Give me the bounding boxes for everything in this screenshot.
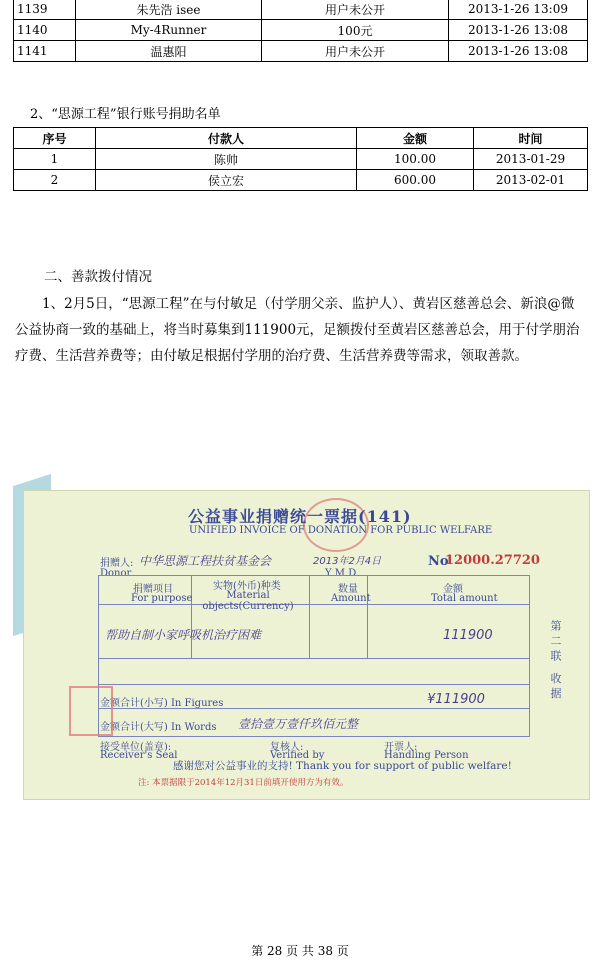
table-row: [14, 0, 588, 20]
col-quantity-en: Amount: [331, 593, 371, 604]
grid-line: [191, 576, 192, 658]
receipt-note: 注: 本票据限于2014年12月31日前填开使用方为有效。: [138, 778, 349, 788]
verified-en: Verified by: [270, 750, 325, 761]
receipt-copy-label: 第二联 收据: [549, 620, 562, 703]
row-amount: 用户未公开: [262, 41, 449, 62]
table-row: [14, 41, 588, 62]
header-payer: 付款人: [96, 128, 357, 149]
donor-value: 中华思源工程扶贫基金会: [139, 554, 272, 568]
handler-en: Handling Person: [384, 750, 469, 761]
grid-line: [99, 684, 529, 685]
header-amount: 金额: [357, 128, 474, 149]
receipt-thanks: 感谢您对公益事业的支持! Thank you for support of public welfare!: [173, 760, 512, 772]
donor-table-continued: [13, 0, 588, 62]
table-row: [14, 170, 588, 191]
receiver-seal-en: Receiver's Seal: [100, 750, 178, 761]
receipt-number: 12000.27720: [445, 553, 540, 568]
receipt-title: 公益事业捐赠统一票据(141): [188, 507, 412, 526]
col-amount: 金额: [443, 584, 463, 595]
disbursement-paragraph: 1、2月5日，“思源工程”在与付敏足（付学朋父亲、监护人）、黄岩区慈善总会、新浪@微公益协商一致的基础上，将当时募集到111900元，足额拨付至黄岩区慈善总会，用于付学朋治疗费、生活营养费等；由付敏足根据付学朋的治疗费、生活营养费等需求，领取善款。: [15, 296, 580, 364]
receiver-seal-label: 接受单位(盖章):: [100, 742, 172, 753]
row-time: 2013-1-26 13:08: [449, 41, 588, 62]
row-time: 2013-1-26 13:08: [449, 20, 588, 41]
verified-label: 复核人:: [270, 742, 304, 753]
row-no: 1140: [14, 20, 76, 41]
table-row: [14, 20, 588, 41]
col-amount-en: Total amount: [431, 593, 498, 604]
col-purpose: 捐赠项目: [133, 584, 173, 595]
row-name: My-4Runner: [76, 20, 262, 41]
row-amount: 100元: [262, 20, 449, 41]
donor-label: 捐赠人:: [100, 558, 134, 569]
header-no: 序号: [14, 128, 96, 149]
total-words-value: 壹拾壹万壹仟玖佰元整: [238, 717, 359, 731]
total-figures-value: ¥111900: [427, 692, 485, 707]
col-material-en: Material objects(Currency): [202, 590, 294, 612]
row-payer: 侯立宏: [96, 170, 357, 191]
row-amount: 100.00: [357, 149, 474, 170]
row-no: 2: [14, 170, 96, 191]
row-no: 1139: [14, 0, 76, 20]
row-time: 2013-1-26 13:09: [449, 0, 588, 20]
row-name: 朱先浩 isee: [76, 0, 262, 20]
total-figures-label: 金额合计(小写) In Figures: [100, 698, 224, 709]
grid-line: [309, 576, 310, 658]
donation-item-amount: 111900: [443, 628, 493, 643]
header-date: 时间: [474, 128, 588, 149]
section-heading-disbursement: 二、善款拨付情况: [44, 269, 152, 285]
section-heading-bank: 2、“思源工程”银行账号捐助名单: [30, 107, 221, 122]
date-ymd: Y M D: [325, 568, 357, 579]
col-quantity: 数量: [338, 584, 358, 595]
receipt-no-label: No: [428, 554, 449, 569]
row-amount: 600.00: [357, 170, 474, 191]
receipt-subtitle: UNIFIED INVOICE OF DONATION FOR PUBLIC WELFARE: [189, 525, 493, 536]
red-seal-stamp: [69, 686, 113, 736]
handler-label: 开票人:: [384, 742, 418, 753]
grid-line: [99, 658, 529, 659]
total-words-label: 金额合计(大写) In Words: [100, 722, 217, 733]
page-footer: 第 28 页 共 38 页: [251, 944, 349, 958]
row-amount: 用户未公开: [262, 0, 449, 20]
col-purpose-en: For purpose: [131, 593, 193, 604]
col-material: 实物(外币)种类: [213, 581, 281, 592]
donor-label-en: Donor: [100, 568, 132, 579]
row-date: 2013-01-29: [474, 149, 588, 170]
row-no: 1141: [14, 41, 76, 62]
row-date: 2013-02-01: [474, 170, 588, 191]
donation-receipt-photo: [13, 480, 589, 802]
receipt-date: 2013年2月4日: [313, 556, 382, 567]
row-name: 温惠阳: [76, 41, 262, 62]
bank-donor-table: [13, 127, 588, 191]
row-payer: 陈帅: [96, 149, 357, 170]
grid-line: [367, 576, 368, 658]
grid-line: [99, 604, 529, 605]
table-header-row: [14, 128, 588, 149]
row-no: 1: [14, 149, 96, 170]
donation-item: 帮助自制小家呼吸机治疗困难: [105, 628, 262, 642]
table-row: [14, 149, 588, 170]
